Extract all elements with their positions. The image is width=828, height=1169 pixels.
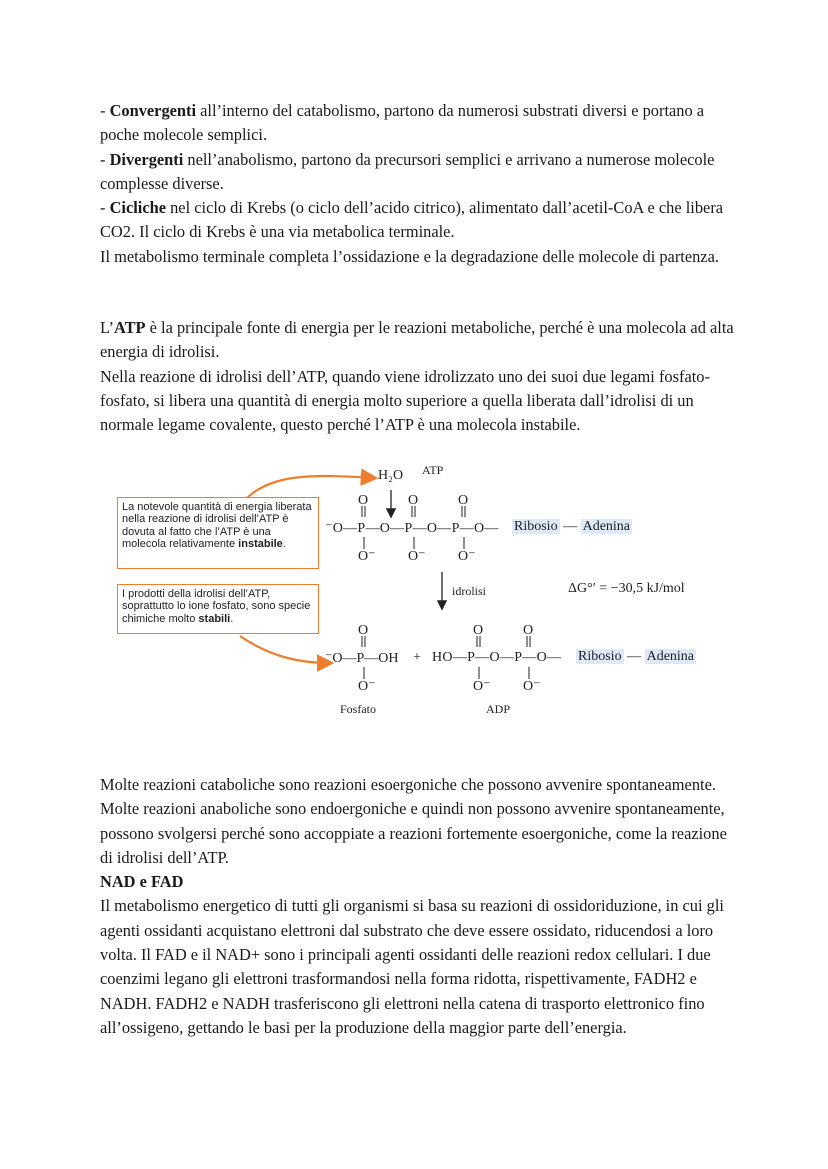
- atp-ribose: Ribosio: [514, 519, 558, 534]
- adp-phosphate-chain: HO—P—O—P—O—: [432, 650, 562, 665]
- atp-label: ATP: [422, 463, 444, 477]
- atp-oxygen-3: O: [458, 493, 469, 508]
- adp-label: ADP: [486, 702, 511, 716]
- atp-sugar-base: Ribosio — Adenina: [514, 519, 631, 534]
- adp-adenine: Adenina: [646, 649, 695, 664]
- adp-oxygen-2: O: [523, 623, 534, 638]
- convergent-item: - Convergenti all’interno del catabolismo, partono da numerosi substrati diversi e portano a poche molecole semplici.: [100, 101, 705, 145]
- stability-callout: I prodotti della idrolisi dell’ATP, soprattutto lo ione fosfato, sono specie chimiche molto stabili.: [117, 584, 319, 634]
- products-arrow: [240, 636, 330, 663]
- atp-hydrolysis-figure: [112, 460, 712, 730]
- adp-oxygen-1: O: [473, 623, 484, 638]
- phosphate-label: Fosfato: [340, 702, 376, 716]
- atp-oxygen-1: O: [358, 493, 369, 508]
- redox-paragraph: Il metabolismo energetico di tutti gli organismi si basa su reazioni di ossidoriduzione, in cui gli agenti ossidanti acquistano elettroni dal substrato che deve essere ossidato, riducendosi a loro volta. Il FAD e il NAD+ sono i principali agenti ossidanti delle reazioni redox cellulari. I due coenzimi legano gli elettroni trasformandosi nella forma ridotta, rispettivamente, FADH2 e NADH. FADH2 e NADH trasferiscono gli elettroni nella catena di trasporto elettronico fino all’ossigeno, gettando le basi per la produzione della maggior parte dell’energia.: [100, 896, 724, 1037]
- atp-o-minus-1: O⁻: [358, 549, 376, 564]
- free-energy-label: ΔG°′ = −30,5 kJ/mol: [568, 581, 685, 596]
- atp-phosphate-chain: ⁻O—P—O—P—O—P—O—: [325, 521, 499, 536]
- atp-o-minus-3: O⁻: [458, 549, 476, 564]
- atp-oxygen-2: O: [408, 493, 419, 508]
- atp-section: [100, 316, 740, 437]
- phosphate-o-minus: O⁻: [358, 679, 376, 694]
- atp-o-minus-2: O⁻: [408, 549, 426, 564]
- cyclic-item: - Cicliche nel ciclo di Krebs (o ciclo dell’acido citrico), alimentato dall’acetil-CoA e che libera CO2. Il ciclo di Krebs è una via metabolica terminale.: [100, 198, 724, 242]
- plus-sign: +: [413, 650, 421, 665]
- hydrolysis-label: idrolisi: [452, 584, 487, 598]
- terminal-paragraph: Il metabolismo terminale completa l’ossidazione e la degradazione delle molecole di partenza.: [100, 246, 719, 266]
- instability-callout: La notevole quantità di energia liberata nella reazione di idrolisi dell’ATP è dovuta al fatto che l’ATP è una molecola relativamente instabile.: [117, 497, 319, 569]
- adp-o-minus-1: O⁻: [473, 679, 491, 694]
- atp-adenine: Adenina: [582, 519, 631, 534]
- adp-ribose: Ribosio: [578, 649, 622, 664]
- closing-section: [100, 773, 740, 1040]
- water-label: H₂O: [378, 468, 404, 483]
- phosphate-ion: ⁻O—P—OH: [325, 651, 399, 666]
- phosphate-oxygen: O: [358, 623, 369, 638]
- water-arrow: [247, 476, 374, 498]
- exergonic-paragraph: Molte reazioni cataboliche sono reazioni esoergoniche che possono avvenire spontaneamente. Molte reazioni anaboliche sono endoergoniche e quindi non possono avvenire spontaneamente, possono svolgersi perché sono accoppiate a reazioni fortemente esoergoniche, come la reazione di idrolisi dell’ATP.: [100, 775, 727, 867]
- divergent-item: - Divergenti nell’anabolismo, partono da precursori semplici e arrivano a numerose molecole complesse diverse.: [100, 149, 715, 193]
- atp-paragraph-2: Nella reazione di idrolisi dell’ATP, quando viene idrolizzato uno dei suoi due legami fosfato-fosfato, si libera una quantità di energia molto superiore a quella liberata dall’idrolisi di un normale legame covalente, questo perché l’ATP è una molecola instabile.: [100, 366, 710, 435]
- adp-sugar-base: Ribosio — Adenina: [578, 649, 695, 664]
- nad-fad-heading: NAD e FAD: [100, 872, 184, 892]
- adp-o-minus-2: O⁻: [523, 679, 541, 694]
- pathways-section: [100, 99, 740, 269]
- atp-paragraph-1: L’ATP è la principale fonte di energia per le reazioni metaboliche, perché è una molecola ad alta energia di idrolisi.: [100, 318, 734, 362]
